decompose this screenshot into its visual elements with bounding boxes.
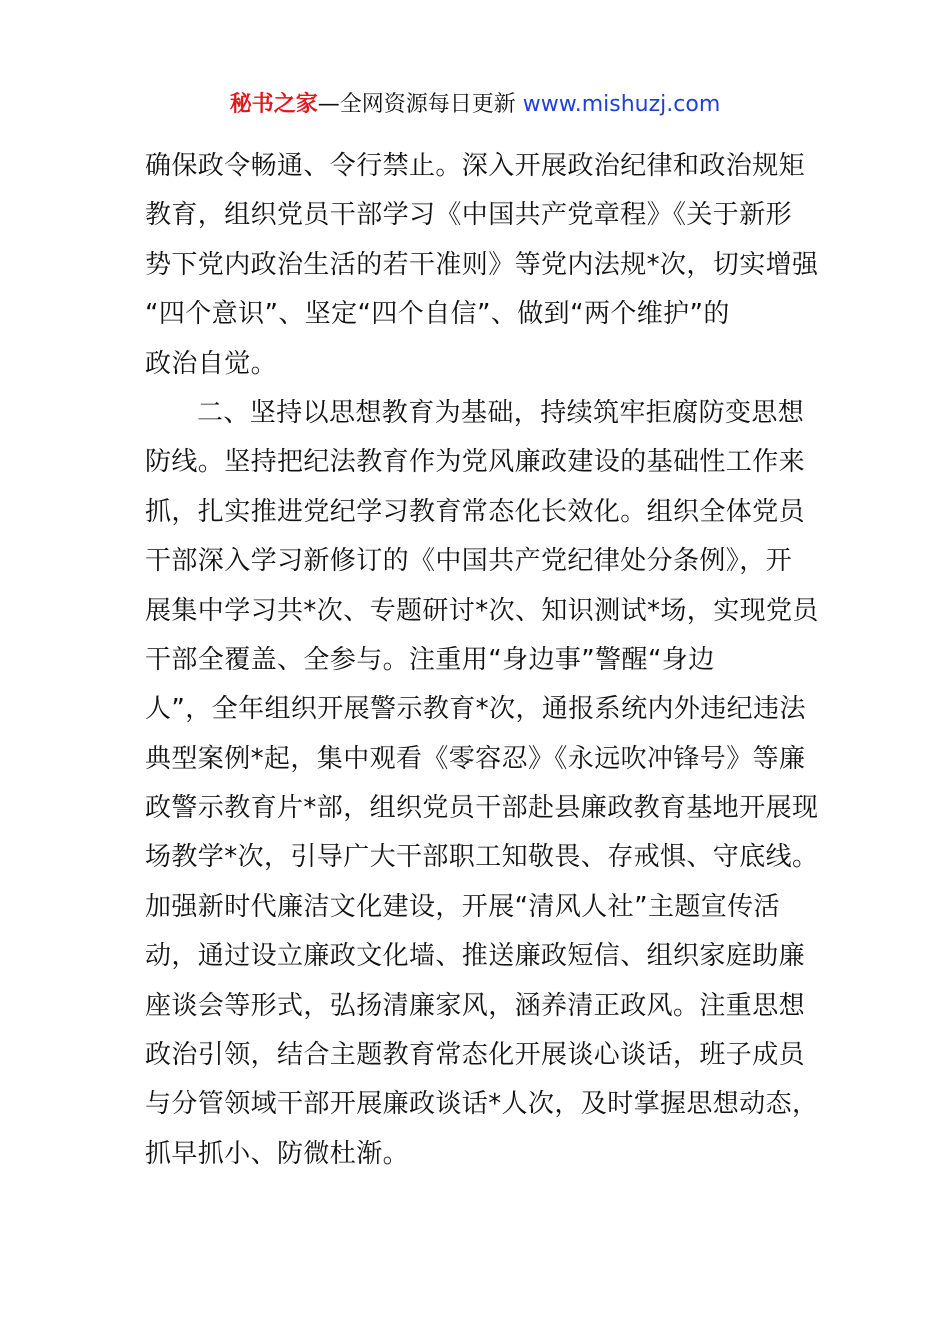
text-line: 确保政令畅通、令行禁止。深入开展政治纪律和政治规矩: [145, 151, 806, 181]
text-line: 与分管领域干部开展廉政谈话*人次，及时掌握思想动态，: [145, 1089, 819, 1120]
header-tagline: —全网资源每日更新: [317, 92, 523, 117]
text-line: 教育，组织党员干部学习《中国共产党章程》《关于新形: [145, 200, 793, 231]
header-brand: 秘书之家: [229, 92, 318, 117]
text-line: 人”，全年组织开展警示教育*次，通报系统内外违纪违法: [145, 694, 806, 725]
text-line: 典型案例*起，集中观看《零容忍》《永远吹冲锋号》等廉: [145, 743, 806, 774]
text-line: 政治引领，结合主题教育常态化开展谈心谈话，班子成员: [145, 1040, 806, 1071]
text-line: 展集中学习共*次、专题研讨*次、知识测试*场，实现党员: [145, 595, 819, 626]
text-line: 干部深入学习新修订的《中国共产党纪律处分条例》，开: [145, 546, 793, 577]
text-line: 政警示教育片*部，组织党员干部赴县廉政教育基地开展现: [145, 793, 819, 824]
header-url-link[interactable]: www.mishuzj.com: [522, 92, 721, 117]
text-line: “四个意识”、坚定“四个自信”、做到“两个维护”的: [145, 299, 730, 330]
page-header: [0, 88, 950, 122]
text-line: 抓早抓小、防微杜渐。: [145, 1138, 410, 1169]
text-line: 动，通过设立廉政文化墙、推送廉政短信、组织家庭助廉: [145, 941, 806, 972]
text-line: 势下党内政治生活的若干准则》等党内法规*次，切实增强: [145, 249, 819, 280]
text-line: 座谈会等形式，弘扬清廉家风，涵养清正政风。注重思想: [145, 990, 806, 1021]
text-line: 抓，扎实推进党纪学习教育常态化长效化。组织全体党员: [145, 496, 806, 527]
text-line: 场教学*次，引导广大干部职工知敬畏、存戒惧、守底线。: [145, 842, 819, 873]
section-heading-line: 二、坚持以思想教育为基础，持续筑牢拒腐防变思想: [197, 397, 805, 428]
document-body: [145, 142, 819, 1179]
text-line: 加强新时代廉洁文化建设，开展“清风人社”主题宣传活: [145, 891, 780, 922]
text-line: 防线。坚持把纪法教育作为党风廉政建设的基础性工作来: [145, 447, 806, 478]
text-line: 政治自觉。: [145, 348, 278, 379]
text-line: 干部全覆盖、全参与。注重用“身边事”警醒“身边: [145, 644, 715, 675]
